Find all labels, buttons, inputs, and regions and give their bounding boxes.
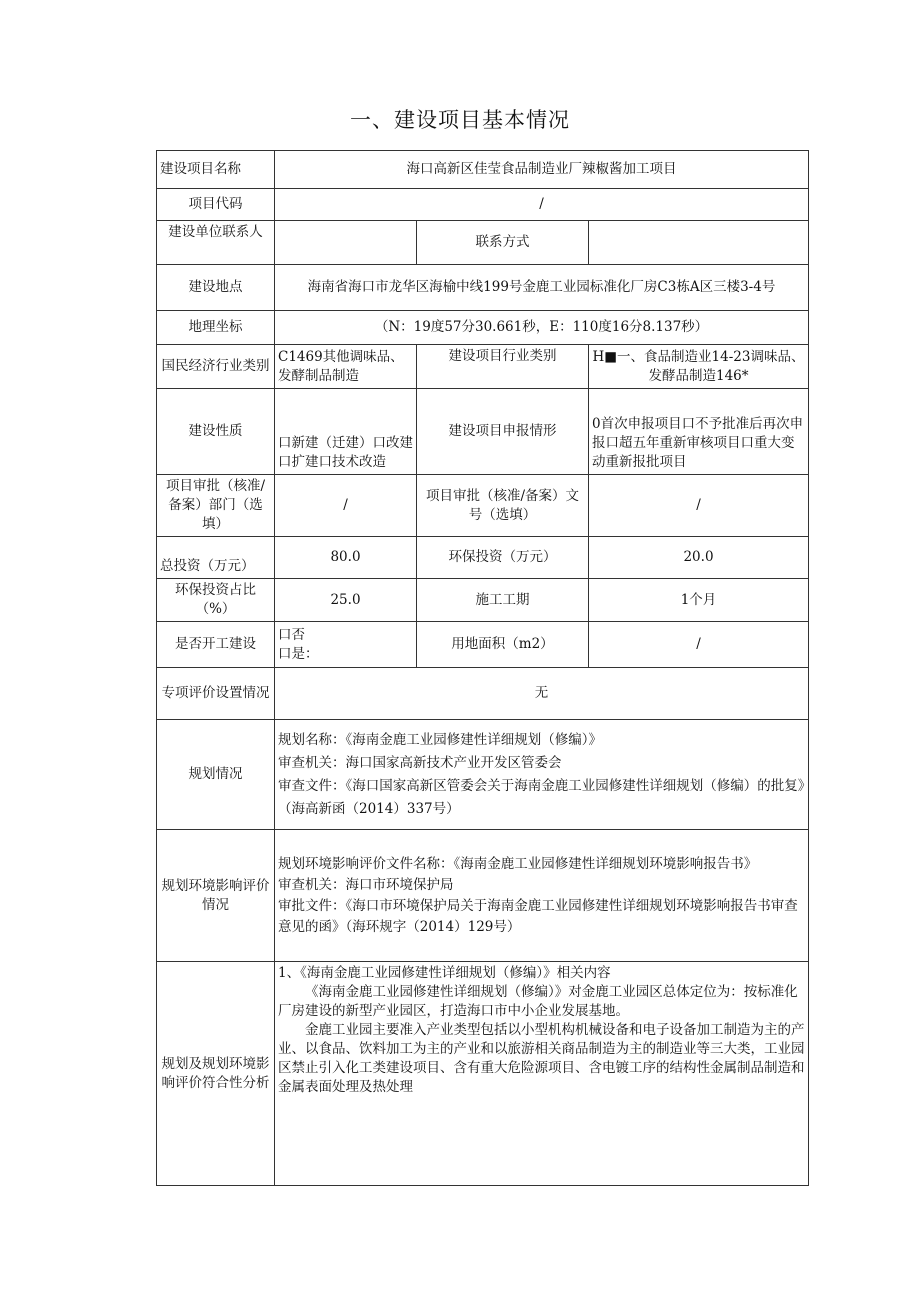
- industry-category-value: H■一、食品制造业14-23调味品、发酵品制造146*: [589, 345, 809, 389]
- planning-line: 规划名称：《海南金鹿工业园修建性详细规划（修编）》: [278, 731, 602, 748]
- approval-doc-value: /: [589, 475, 809, 537]
- row-approval: [157, 475, 809, 537]
- started-yes-option: 口是：: [278, 645, 319, 662]
- started-label: 是否开工建设: [157, 622, 275, 668]
- industry-value: C1469其他调味品、发酵制品制造: [275, 345, 417, 389]
- industry-category-label: 建设项目行业类别: [417, 345, 589, 389]
- env-ratio-value: 25.0: [275, 579, 417, 622]
- conformity-paragraph: 1、《海南金鹿工业园修建性详细规划（修编）》相关内容: [278, 965, 611, 981]
- row-project-code: [157, 189, 809, 221]
- row-industry: [157, 345, 809, 389]
- investment-value: 80.0: [275, 537, 417, 579]
- project-name-value: 海口高新区佳莹食品制造业厂辣椒酱加工项目: [275, 151, 809, 189]
- env-investment-label: 环保投资（万元）: [417, 537, 589, 579]
- approval-dept-value: /: [275, 475, 417, 537]
- planning-content: [275, 720, 809, 830]
- row-ratio: [157, 579, 809, 622]
- env-ratio-label: 环保投资占比（%）: [157, 579, 275, 622]
- started-value: [275, 622, 417, 668]
- project-info-table: [156, 150, 809, 1186]
- row-project-name: [157, 151, 809, 189]
- approval-dept-label: 项目审批（核准/备案）部门（选填）: [157, 475, 275, 537]
- declare-value: 0首次申报项目口不予批准后再次申报口超五年重新审核项目口重大变动重新报批项目: [589, 389, 809, 475]
- project-name-label: 建设项目名称: [157, 151, 275, 189]
- project-code-label: 项目代码: [157, 189, 275, 221]
- planning-env-content: [275, 830, 809, 962]
- conformity-paragraph: 金鹿工业园主要准入产业类型包括以小型机构机械设备和电子设备加工制造为主的产业、以食品、饮料加工为主的产业和以旅游相关商品制造为主的制造业等三大类，工业园区禁止引入化工类建设项目、含有重大危险源项目、含电镀工序的结构性金属制品制造和金属表面处理及热处理: [278, 1022, 805, 1095]
- planning-env-line: 审查机关：海口市环境保护局: [278, 876, 454, 893]
- location-label: 建设地点: [157, 265, 275, 311]
- declare-label: 建设项目申报情形: [417, 389, 589, 475]
- row-planning: [157, 720, 809, 830]
- land-area-value: /: [589, 622, 809, 668]
- contact-method-label: 联系方式: [417, 221, 589, 265]
- nature-value: 口新建（迁建）口改建口扩建口技术改造: [275, 389, 417, 475]
- row-started: [157, 622, 809, 668]
- coords-value: （N：19度57分30.661秒，E：110度16分8.137秒）: [275, 311, 809, 345]
- construction-period-value: 1个月: [589, 579, 809, 622]
- planning-env-line: 规划环境影响评价文件名称：《海南金鹿工业园修建性详细规划环境影响报告书》: [278, 855, 758, 872]
- nature-label: 建设性质: [157, 389, 275, 475]
- planning-env-label: 规划环境影响评价情况: [157, 830, 275, 962]
- special-eval-value: 无: [275, 668, 809, 720]
- contact-person-value: [275, 221, 417, 265]
- row-coords: [157, 311, 809, 345]
- conformity-label: 规划及规划环境影响评价符合性分析: [157, 962, 275, 1186]
- planning-label: 规划情况: [157, 720, 275, 830]
- conformity-content: [275, 962, 809, 1186]
- planning-env-line: 审批文件：《海口市环境保护局关于海南金鹿工业园修建性详细规划环境影响报告书审查意见的函》（海环规字（2014）129号）: [278, 897, 798, 935]
- approval-doc-label: 项目审批（核准/备案）文号（选填）: [417, 475, 589, 537]
- page-title: 一、建设项目基本情况: [350, 108, 570, 132]
- contact-method-value: [589, 221, 809, 265]
- row-location: [157, 265, 809, 311]
- planning-line: 审查文件：《海口国家高新区管委会关于海南金鹿工业园修建性详细规划（修编）的批复》（海高新函（2014）337号）: [278, 777, 805, 817]
- row-investment: [157, 537, 809, 579]
- land-area-label: 用地面积（m2）: [417, 622, 589, 668]
- conformity-paragraph: 《海南金鹿工业园修建性详细规划（修编）》对金鹿工业园区总体定位为：按标准化厂房建设的新型产业园区，打造海口市中小企业发展基地。: [278, 984, 798, 1019]
- row-planning-env: [157, 830, 809, 962]
- construction-period-label: 施工工期: [417, 579, 589, 622]
- investment-label: 总投资（万元）: [157, 537, 275, 579]
- coords-label: 地理坐标: [157, 311, 275, 345]
- contact-person-label: 建设单位联系人: [157, 221, 275, 265]
- env-investment-value: 20.0: [589, 537, 809, 579]
- location-value: 海南省海口市龙华区海榆中线199号金鹿工业园标准化厂房C3栋A区三楼3-4号: [275, 265, 809, 311]
- planning-line: 审查机关：海口国家高新技术产业开发区管委会: [278, 754, 562, 771]
- row-contact: [157, 221, 809, 265]
- started-no-option: 口否: [278, 626, 305, 643]
- project-code-value: /: [275, 189, 809, 221]
- row-special: [157, 668, 809, 720]
- row-conformity: [157, 962, 809, 1186]
- industry-label: 国民经济行业类别: [157, 345, 275, 389]
- row-nature: [157, 389, 809, 475]
- special-eval-label: 专项评价设置情况: [157, 668, 275, 720]
